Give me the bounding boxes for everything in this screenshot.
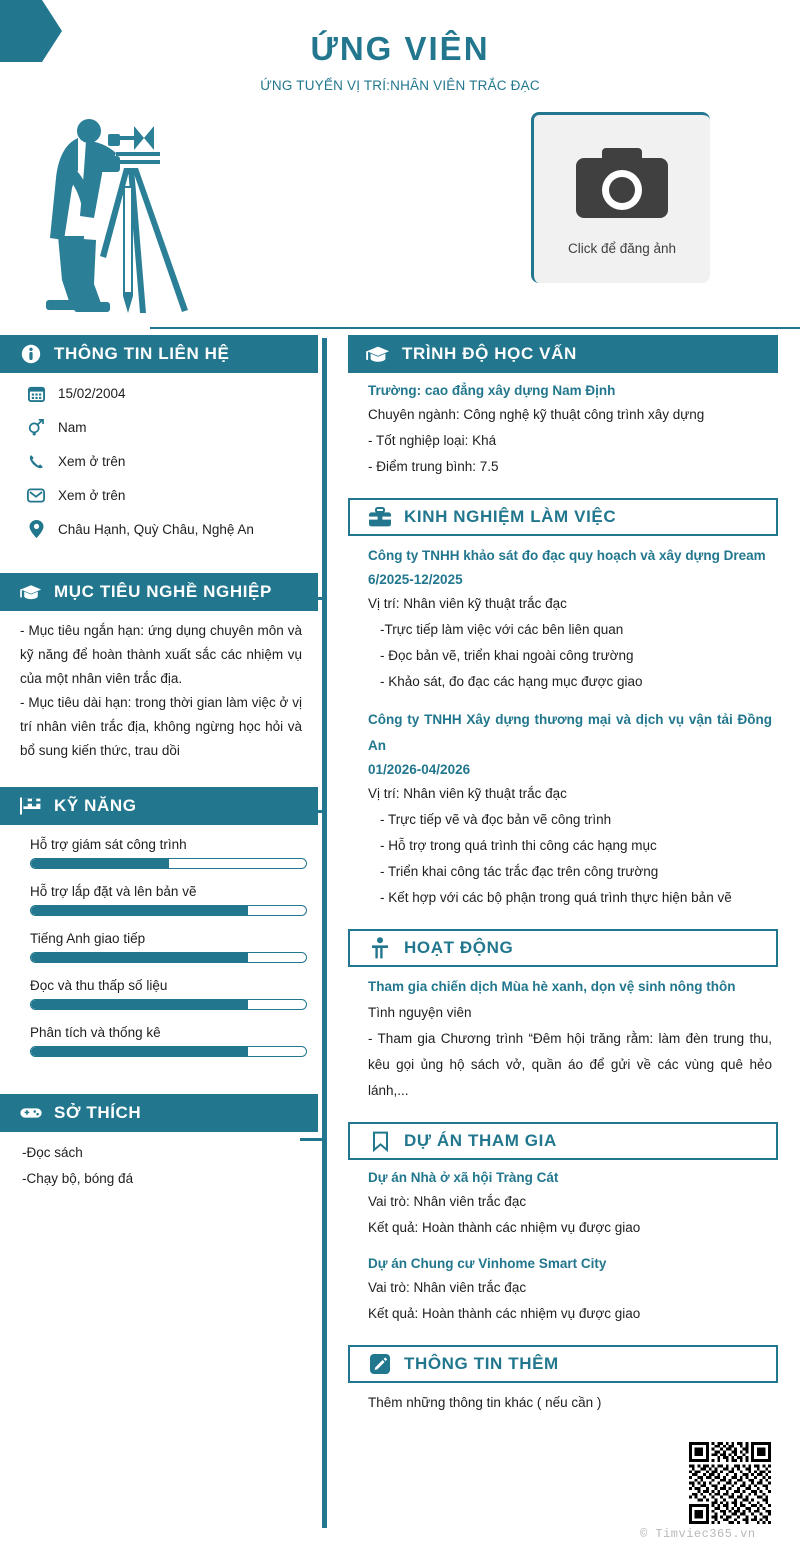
additional-text: Thêm những thông tin khác ( nếu cần ) (368, 1395, 602, 1410)
project-result: Kết quả: Hoàn thành các nhiệm vụ được giao (368, 1220, 641, 1235)
additional-heading-label: THÔNG TIN THÊM (404, 1354, 559, 1373)
activities-body (348, 967, 778, 1108)
experience-period: 01/2026-04/2026 (368, 762, 471, 777)
experience-duty: - Kết hợp với các bộ phận trong quá trình thực hiện bản vẽ (380, 890, 732, 905)
skill-progress-track (30, 905, 307, 916)
skill-item (30, 837, 306, 869)
skill-label: Tiếng Anh giao tiếp (30, 931, 146, 946)
section-objective (0, 573, 318, 773)
education-heading-label: TRÌNH ĐỘ HỌC VẤN (402, 344, 577, 363)
info-circle-icon (20, 343, 42, 365)
briefcase-icon (368, 505, 392, 529)
activity-detail: - Tham gia Chương trình “Đêm hội trăng rằm: làm đèn trung thu, kêu gọi ủng hộ sách vở, quần áo để gửi về các vùng quê hẻo lánh,... (368, 1031, 772, 1098)
skill-label: Đọc và thu thấp số liệu (30, 978, 168, 993)
project-role: Vai trò: Nhân viên trắc đạc (368, 1194, 527, 1209)
experience-company: Công ty TNHH Xây dựng thương mại và dịch vụ vận tải Đồng An (368, 712, 772, 753)
experience-job (368, 707, 772, 911)
skills-list (0, 825, 318, 1080)
skill-item (30, 884, 306, 916)
additional-body (348, 1383, 778, 1420)
gamepad-icon (20, 1102, 42, 1124)
skill-item (30, 1025, 306, 1057)
education-school: Trường: cao đẳng xây dựng Nam Định (368, 383, 616, 398)
experience-heading-label: KINH NGHIỆM LÀM VIỆC (404, 507, 617, 526)
flag-icon (20, 795, 42, 817)
calendar-icon (26, 383, 46, 403)
skill-progress-fill (31, 1000, 248, 1009)
project-name: Dự án Nhà ở xã hội Tràng Cát (368, 1170, 559, 1185)
project-name: Dự án Chung cư Vinhome Smart City (368, 1256, 607, 1271)
additional-heading (348, 1345, 778, 1383)
objective-body (0, 611, 318, 773)
experience-duty: - Đọc bản vẽ, triển khai ngoài công trường (380, 648, 634, 663)
experience-position: Vị trí: Nhân viên kỹ thuật trắc đạc (368, 786, 567, 801)
experience-heading (348, 498, 778, 536)
hobbies-list (0, 1132, 318, 1200)
skill-label: Phân tích và thống kê (30, 1025, 161, 1040)
skill-label: Hỗ trợ giám sát công trình (30, 837, 187, 852)
contact-item-value: Xem ở trên (58, 487, 126, 503)
spacer (368, 1241, 772, 1253)
contact-item-phone (26, 451, 304, 471)
qr-code-icon (689, 1442, 771, 1524)
project-result: Kết quả: Hoàn thành các nhiệm vụ được giao (368, 1306, 641, 1321)
header-divider (150, 327, 800, 329)
experience-body (348, 536, 778, 915)
experience-duty: - Hỗ trợ trong quá trình thi công các hạng mục (380, 838, 657, 853)
experience-job (368, 543, 772, 695)
section-hobbies (0, 1094, 318, 1200)
skill-item (30, 931, 306, 963)
activities-heading (348, 929, 778, 967)
email-icon (26, 485, 46, 505)
education-grade: - Tốt nghiệp loại: Khá (368, 433, 497, 448)
activities-heading-label: HOẠT ĐỘNG (404, 938, 514, 957)
page-subtitle: ỨNG TUYỂN VỊ TRÍ:NHÂN VIÊN TRẮC ĐẠC (260, 78, 540, 93)
experience-company: Công ty TNHH khảo sát đo đạc quy hoạch và xây dựng Dream (368, 548, 766, 563)
graduation-cap-icon (20, 581, 42, 603)
page-title: ỨNG VIÊN (310, 30, 490, 67)
bookmark-icon (368, 1129, 392, 1153)
education-major: Chuyên ngành: Công nghệ kỹ thuật công trình xây dựng (368, 407, 705, 422)
main-content (348, 335, 778, 1434)
contact-heading (0, 335, 318, 373)
skills-heading-label: KỸ NĂNG (54, 796, 137, 815)
contact-item-gender (26, 417, 304, 437)
photo-upload-box[interactable] (531, 112, 710, 283)
objective-heading (0, 573, 318, 611)
projects-body (348, 1160, 778, 1331)
skill-label: Hỗ trợ lắp đặt và lên bản vẽ (30, 884, 197, 899)
contact-heading-label: THÔNG TIN LIÊN HỆ (54, 344, 230, 363)
education-body (348, 373, 778, 484)
contact-item-email (26, 485, 304, 505)
skill-progress-fill (31, 859, 169, 868)
photo-upload-label: Click để đăng ảnh (567, 241, 677, 256)
graduation-cap-icon (366, 342, 390, 366)
section-experience (348, 498, 778, 915)
hobby-item: -Đọc sách (22, 1145, 83, 1160)
surveyor-silhouette-icon (28, 108, 218, 323)
section-education (348, 335, 778, 484)
hobbies-heading-label: SỞ THÍCH (54, 1103, 142, 1122)
skill-progress-track (30, 952, 307, 963)
project-role: Vai trò: Nhân viên trắc đạc (368, 1280, 527, 1295)
education-heading (348, 335, 778, 373)
project-item (368, 1253, 772, 1327)
experience-position: Vị trí: Nhân viên kỹ thuật trắc đạc (368, 596, 567, 611)
contact-item-address (26, 519, 304, 539)
objective-long-term: - Mục tiêu dài hạn: trong thời gian làm việc ở vị trí nhân viên trắc địa, không ngừng học hỏi và bổ sung kiến thức, trau dồi (20, 695, 302, 758)
footer-credit: © Timviec365.vn (640, 1527, 756, 1541)
contact-list (0, 373, 318, 559)
skill-item (30, 978, 306, 1010)
section-projects (348, 1122, 778, 1331)
contact-item-value: Châu Hạnh, Quỳ Châu, Nghệ An (58, 521, 254, 537)
section-skills (0, 787, 318, 1080)
gender-icon (26, 417, 46, 437)
section-additional (348, 1345, 778, 1420)
header-corner-shape (0, 0, 62, 62)
pencil-edit-icon (368, 1352, 392, 1376)
spacer (368, 695, 772, 707)
section-contact (0, 335, 318, 559)
experience-duty: -Trực tiếp làm việc với các bên liên quan (380, 622, 624, 637)
sidebar (0, 335, 318, 1214)
skill-progress-fill (31, 953, 248, 962)
experience-duty: - Trực tiếp vẽ và đọc bản vẽ công trình (380, 812, 612, 827)
phone-icon (26, 451, 46, 471)
activity-role: Tình nguyện viên (368, 1005, 472, 1020)
skill-progress-fill (31, 1047, 248, 1056)
skill-progress-track (30, 1046, 307, 1057)
projects-heading (348, 1122, 778, 1160)
objective-heading-label: MỤC TIÊU NGHỀ NGHIỆP (54, 582, 272, 601)
projects-heading-label: DỰ ÁN THAM GIA (404, 1131, 557, 1150)
skill-progress-fill (31, 906, 248, 915)
contact-item-value: Nam (58, 419, 87, 435)
contact-item-birthdate (26, 383, 304, 403)
skill-progress-track (30, 999, 307, 1010)
experience-duty: - Khảo sát, đo đạc các hạng mục được giao (380, 674, 643, 689)
section-activities (348, 929, 778, 1108)
hobby-item: -Chạy bộ, bóng đá (22, 1171, 134, 1186)
timeline-vertical-line (322, 338, 327, 1528)
experience-duty: - Triển khai công tác trắc đạc trên công trường (380, 864, 659, 879)
camera-icon (572, 142, 672, 233)
skills-heading (0, 787, 318, 825)
objective-short-term: - Mục tiêu ngắn hạn: ứng dụng chuyên môn và kỹ năng để hoàn thành xuất sắc các nhiệm vụ của một nhân viên trắc địa. (20, 623, 302, 686)
hobbies-heading (0, 1094, 318, 1132)
skill-progress-track (30, 858, 307, 869)
project-item (368, 1167, 772, 1241)
activity-title: Tham gia chiến dịch Mùa hè xanh, dọn vệ sinh nông thôn (368, 979, 736, 994)
person-icon (368, 936, 392, 960)
education-gpa: - Điểm trung bình: 7.5 (368, 459, 499, 474)
experience-period: 6/2025-12/2025 (368, 572, 463, 587)
location-pin-icon (26, 519, 46, 539)
contact-item-value: 15/02/2004 (58, 385, 126, 401)
contact-item-value: Xem ở trên (58, 453, 126, 469)
